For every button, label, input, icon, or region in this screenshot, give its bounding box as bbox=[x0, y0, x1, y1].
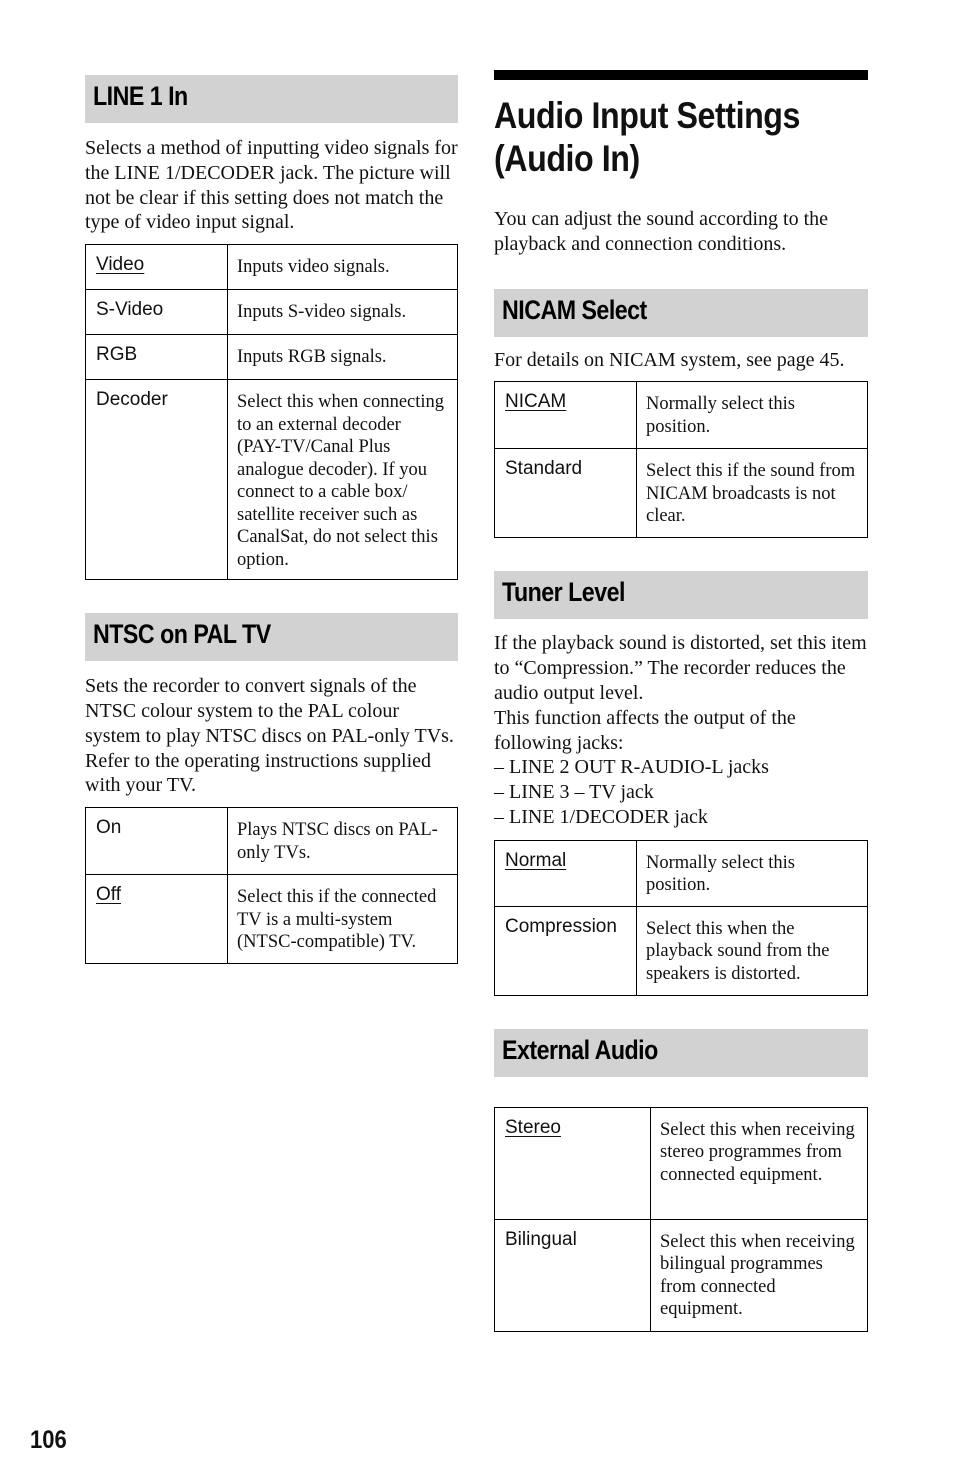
table-row bbox=[495, 382, 868, 449]
option-label: Off bbox=[86, 875, 228, 964]
option-label: Compression bbox=[495, 906, 637, 995]
table-row bbox=[86, 875, 458, 964]
option-label: RGB bbox=[86, 335, 228, 380]
option-label: Normal bbox=[495, 840, 637, 906]
external-audio-options-table bbox=[494, 1107, 868, 1332]
option-label: Stereo bbox=[495, 1107, 651, 1219]
section-heading-external-audio: External Audio bbox=[494, 1029, 868, 1077]
tuner-jack-item: – LINE 3 – TV jack bbox=[494, 781, 654, 804]
tuner-jack-item: – LINE 2 OUT R-AUDIO-L jacks bbox=[494, 756, 769, 779]
title-rule bbox=[494, 70, 868, 80]
tuner-description-2: This function affects the output of the following jacks: bbox=[494, 706, 796, 754]
option-label: Decoder bbox=[86, 380, 228, 580]
line1-description: Selects a method of inputting video signals for the LINE 1/DECODER jack. The picture will not be clear if this setting does not match the type of video input signal. bbox=[85, 137, 458, 234]
page-title: Audio Input Settings (Audio In) bbox=[494, 95, 801, 179]
option-label: NICAM bbox=[495, 382, 637, 449]
left-column bbox=[85, 75, 458, 964]
tuner-options-table bbox=[494, 840, 868, 996]
table-row bbox=[86, 290, 458, 335]
nicam-options-table bbox=[494, 381, 868, 538]
option-text: Select this when receiving stereo programmes from connected equipment. bbox=[651, 1107, 868, 1219]
option-text: Inputs RGB signals. bbox=[228, 335, 458, 380]
option-text: Inputs S-video signals. bbox=[228, 290, 458, 335]
section-heading-tuner-level: Tuner Level bbox=[494, 571, 868, 619]
table-row bbox=[86, 245, 458, 290]
table-row bbox=[86, 380, 458, 580]
option-text: Normally select this position. bbox=[637, 840, 868, 906]
table-row bbox=[86, 335, 458, 380]
tuner-description: If the playback sound is distorted, set this item to “Compression.” The recorder reduces the audio output level. bbox=[494, 632, 867, 704]
option-label: Standard bbox=[495, 449, 637, 538]
option-label: S-Video bbox=[86, 290, 228, 335]
option-label: On bbox=[86, 808, 228, 875]
ntsc-options-table bbox=[85, 807, 458, 964]
section-heading-ntsc-on-pal-tv: NTSC on PAL TV bbox=[85, 613, 458, 661]
table-row bbox=[495, 1219, 868, 1331]
tuner-jack-item: – LINE 1/DECODER jack bbox=[494, 805, 708, 828]
table-row bbox=[495, 906, 868, 995]
option-text: Select this if the sound from NICAM broadcasts is not clear. bbox=[637, 449, 868, 538]
right-column bbox=[494, 70, 868, 1332]
option-text: Normally select this position. bbox=[637, 382, 868, 449]
option-text: Select this when connecting to an external decoder (PAY-TV/Canal Plus analogue decoder). If you connect to a cable box/ satellite receiver such as CanalSat, do not select this option. bbox=[228, 380, 458, 580]
table-row bbox=[495, 840, 868, 906]
table-row bbox=[495, 449, 868, 538]
nicam-description: For details on NICAM system, see page 45. bbox=[494, 348, 845, 371]
option-text: Inputs video signals. bbox=[228, 245, 458, 290]
section-heading-line1-in: LINE 1 In bbox=[85, 75, 458, 123]
option-label: Bilingual bbox=[495, 1219, 651, 1331]
page-number: 106 bbox=[30, 1426, 67, 1454]
section-heading-nicam-select: NICAM Select bbox=[494, 289, 868, 337]
table-row bbox=[495, 1107, 868, 1219]
audio-intro: You can adjust the sound according to the playback and connection conditions. bbox=[494, 208, 829, 255]
option-text: Select this when receiving bilingual programmes from connected equipment. bbox=[651, 1219, 868, 1331]
line1-options-table bbox=[85, 244, 458, 580]
option-label: Video bbox=[86, 245, 228, 290]
table-row bbox=[86, 808, 458, 875]
option-text: Plays NTSC discs on PAL-only TVs. bbox=[228, 808, 458, 875]
option-text: Select this if the connected TV is a multi-system (NTSC-compatible) TV. bbox=[228, 875, 458, 964]
option-text: Select this when the playback sound from the speakers is distorted. bbox=[637, 906, 868, 995]
ntsc-description: Sets the recorder to convert signals of the NTSC colour system to the PAL colour system to play NTSC discs on PAL-only TVs. Refer to the operating instructions supplied with your TV. bbox=[85, 675, 454, 797]
